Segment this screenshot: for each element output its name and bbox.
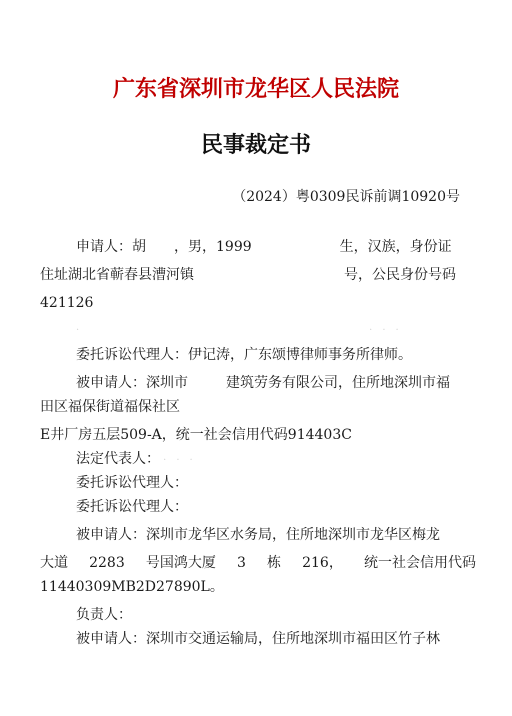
respondent-1-text: 被申请人：深圳市 [76,375,188,391]
court-title: 广东省深圳市龙华区人民法院 [112,76,399,102]
id-number-line: 421126 [40,295,94,311]
address-part: 2283 [89,555,125,571]
document-title: 民事裁定书 [200,132,311,158]
legal-representative [76,449,193,471]
paragraph-agent: 委托诉讼代理人：伊记涛，广东颂博律师事务所律师。 [76,347,412,363]
redacted-line: · · · · [76,325,399,336]
respondent-2-address [40,553,476,573]
address-part: 栋 [267,555,281,571]
address-text: 住址湖北省蕲春县漕河镇 [40,267,194,283]
address-part: 统一社会信用代码 [363,555,476,571]
paragraph-applicant-address [40,265,456,285]
applicant-text-cont: 生，汉族，身份证 [339,239,452,255]
respondent-1-text-cont: 建筑劳务有限公司，住所地深圳市福 [226,375,450,391]
address-part: 号国鸿大厦 [145,555,216,571]
responsible-person: 负责人： [76,607,132,623]
applicant-text: 申请人：胡 ，男，1999 [76,239,252,255]
paragraph-respondent-1 [76,373,450,393]
case-number: （2024）粤0309民诉前调10920号 [232,189,460,205]
paragraph-applicant [76,237,452,257]
redaction-block [188,373,226,393]
paragraph-respondent-2: 被申请人：深圳市龙华区水务局，住所地深圳市龙华区梅龙 [76,527,440,543]
address-part: 216， [302,555,343,571]
address-text-cont: 号，公民身份号码 [344,267,456,283]
agent-line-1: 委托诉讼代理人： [76,475,188,491]
redaction-block [252,237,340,257]
respondent-1-address: 田区福保街道福保社区 [40,399,180,415]
agent-line-2: 委托诉讼代理人： [76,499,188,515]
redaction-block [194,265,344,285]
address-part: 大道 [40,555,68,571]
respondent-1-credit-code: E井厂房五层509-A，统一社会信用代码914403C [40,427,352,443]
respondent-2-credit-code: 11440309MB2D27890L。 [40,579,224,595]
paragraph-respondent-3: 被申请人：深圳市交通运输局，住所地深圳市福田区竹子林 [76,631,440,647]
legal-representative-label: 法定代表人： [76,451,160,467]
redacted-mark: · · · [160,455,193,466]
address-part: 3 [236,555,246,571]
